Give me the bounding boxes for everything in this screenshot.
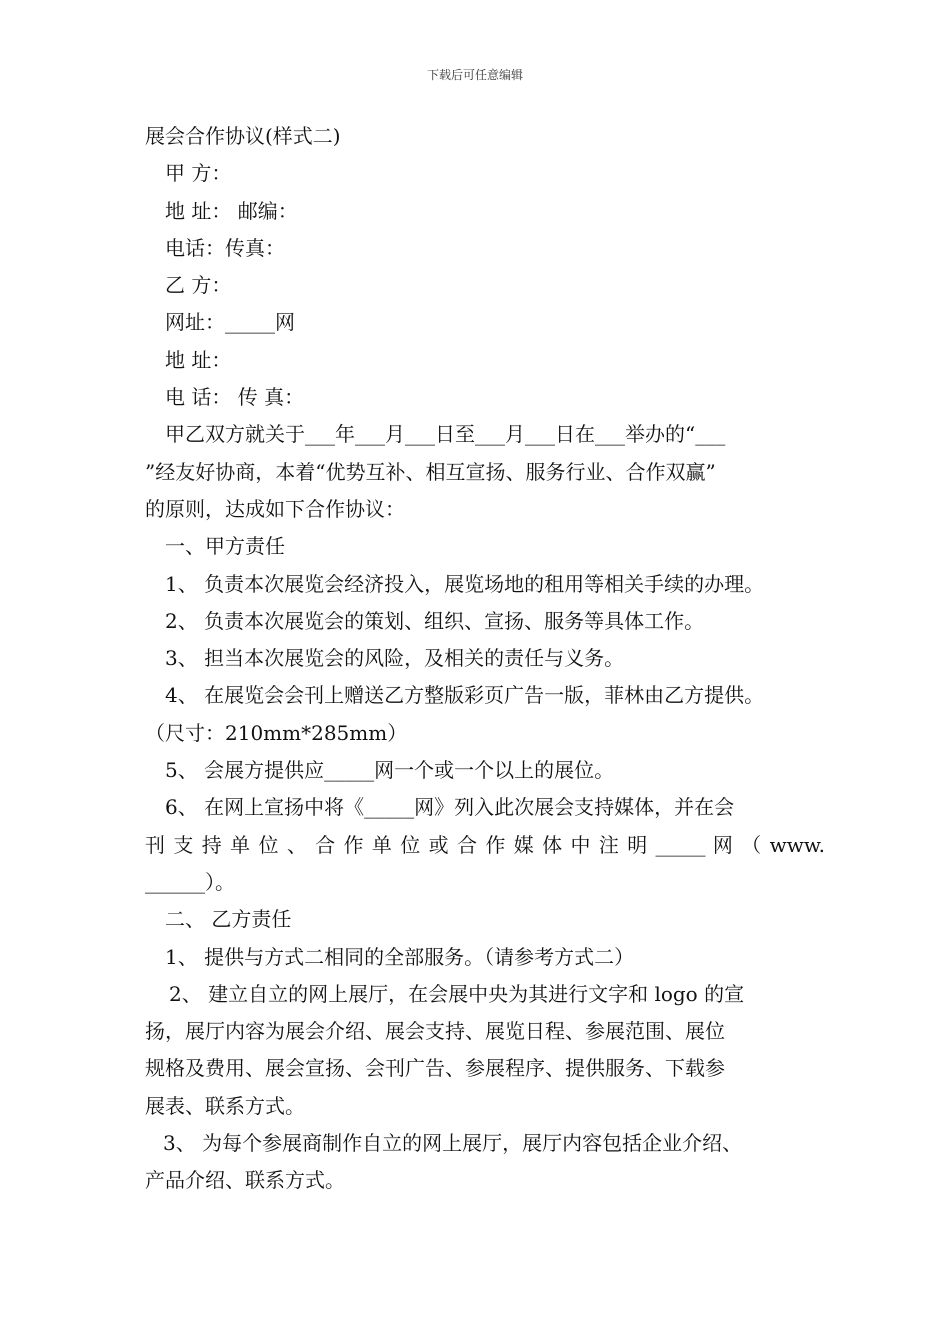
intro-line-1: 甲乙双方就关于___年___月___日至___月___日在___举办的“___ — [165, 422, 726, 447]
document-body — [145, 118, 825, 1200]
party-a-phone-fax: 电话：传真： — [165, 235, 285, 260]
section-a-item-5: 5、 会展方提供应_____网一个或一个以上的展位。 — [165, 758, 615, 783]
party-a-label: 甲 方： — [165, 161, 232, 186]
party-b-label: 乙 方： — [165, 273, 232, 298]
section-a-item-3: 3、 担当本次展览会的风险，及相关的责任与义务。 — [165, 646, 625, 671]
section-b-item-3-line-1: 3、 为每个参展商制作自立的网上展厅，展厅内容包括企业介绍、 — [163, 1131, 743, 1156]
section-b-item-2-line-1: 2、 建立自立的网上展厅，在会展中央为其进行文字和 logo 的宣 — [169, 981, 745, 1006]
section-b-item-2-line-3: 规格及费用、展会宣扬、会刊广告、参展程序、提供服务、下载参 — [145, 1056, 725, 1081]
section-a-item-6-line-3: ______）。 — [145, 869, 235, 894]
section-a-heading: 一、甲方责任 — [165, 534, 285, 559]
section-b-item-2-line-2: 扬，展厅内容为展会介绍、展会支持、展览日程、参展范围、展位 — [145, 1019, 725, 1044]
section-b-heading: 二、 乙方责任 — [165, 907, 292, 932]
section-a-item-4-line-2: （尺寸：210mm*285mm） — [145, 720, 408, 745]
section-a-item-6-line-2: 刊 支 持 单 位 、 合 作 单 位 或 合 作 媒 体 中 注 明 _____ 网 （ www. — [145, 832, 825, 857]
section-a-item-6-line-1: 6、 在网上宣扬中将《_____网》列入此次展会支持媒体，并在会 — [165, 795, 735, 820]
document-title: 展会合作协议(样式二) — [145, 124, 341, 148]
party-b-address: 地 址： — [165, 347, 232, 372]
section-b-item-2-line-4: 展表、联系方式。 — [145, 1093, 305, 1118]
party-b-website: 网址：_____网 — [165, 310, 295, 335]
party-a-address-postcode: 地 址： 邮编： — [165, 198, 298, 223]
section-b-item-3-line-2: 产品介绍、联系方式。 — [145, 1168, 345, 1193]
section-a-item-2: 2、 负责本次展览会的策划、组织、宣扬、服务等具体工作。 — [165, 608, 705, 633]
intro-line-2: ”经友好协商，本着“优势互补、相互宣扬、服务行业、合作双赢” — [145, 459, 716, 484]
party-b-phone-fax: 电 话： 传 真： — [165, 385, 305, 410]
section-a-item-1: 1、 负责本次展览会经济投入，展览场地的租用等相关手续的办理。 — [165, 571, 765, 596]
page-header-note: 下载后可任意编辑 — [426, 68, 523, 82]
intro-line-3: 的原则，达成如下合作协议： — [145, 496, 405, 521]
section-b-item-1: 1、 提供与方式二相同的全部服务。（请参考方式二） — [165, 944, 635, 969]
section-a-item-4-line-1: 4、 在展览会会刊上赠送乙方整版彩页广告一版，菲林由乙方提供。 — [165, 683, 765, 708]
